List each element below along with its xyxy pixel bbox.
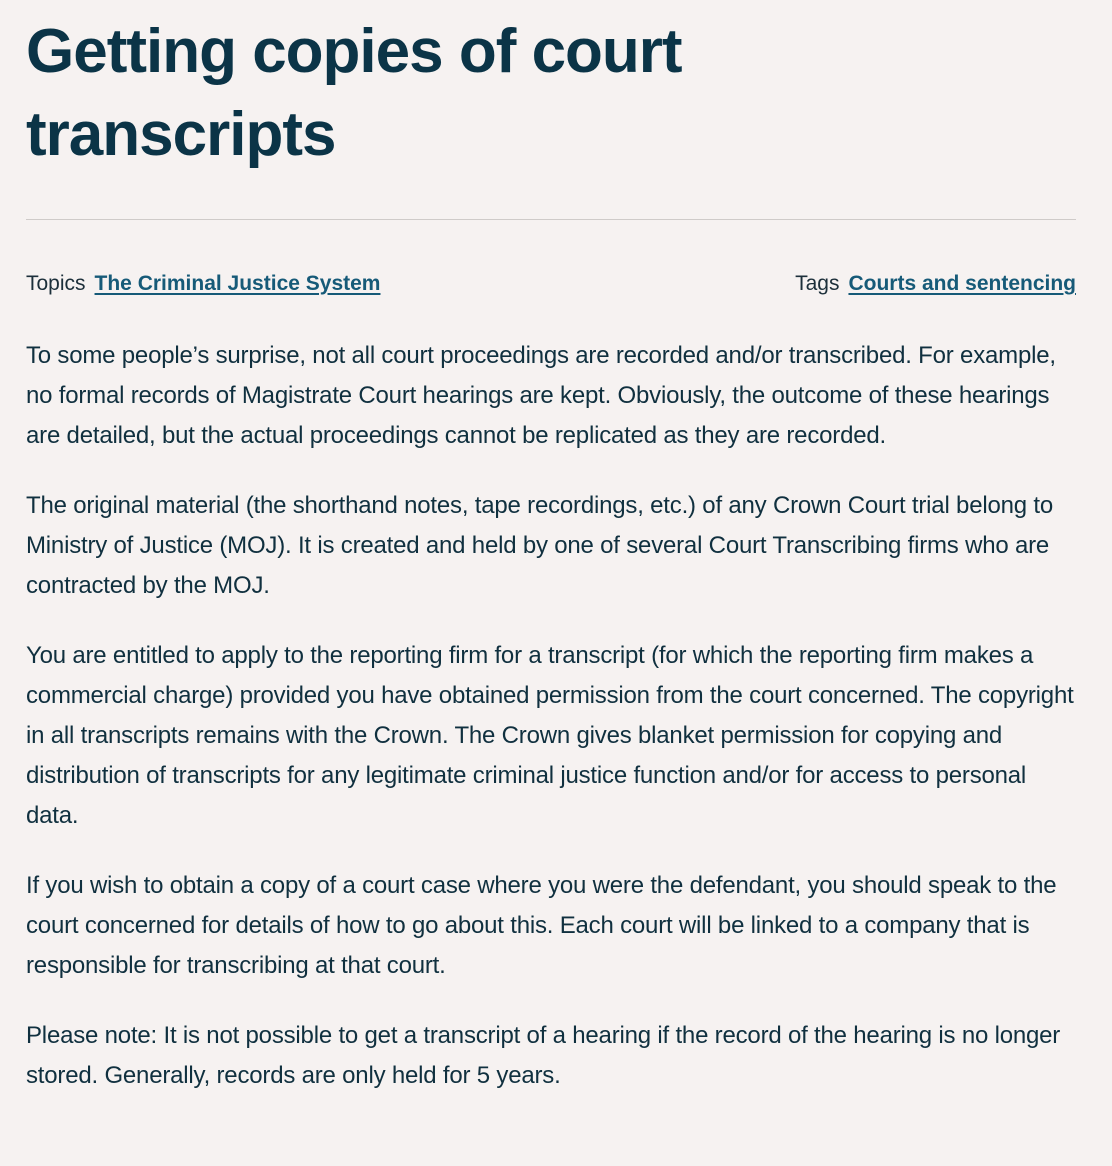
body-paragraph-5: Please note: It is not possible to get a transcript of a hearing if the record of the hearing is no longer stored. Generally, records are only held for 5 years. (26, 1022, 1061, 1089)
tag-link-courts-and-sentencing[interactable]: Courts and sentencing (848, 272, 1076, 295)
topics-label: Topics (26, 272, 86, 295)
topics-group (26, 270, 380, 298)
topic-link-criminal-justice-system[interactable]: The Criminal Justice System (94, 272, 381, 295)
body-paragraph-3: You are entitled to apply to the reporting firm for a transcript (for which the reporting firm makes a commercial charge) provided you have obtained permission from the court concerned. The copyright in all transcripts remains with the Crown. The Crown gives blanket permission for copying and distribution of transcripts for any legitimate criminal justice function and/or for access to personal data. (26, 642, 1074, 829)
article-meta (26, 270, 1076, 298)
page-title: Getting copies of court transcripts (26, 17, 682, 169)
article-body (26, 336, 1078, 1096)
body-paragraph-4: If you wish to obtain a copy of a court case where you were the defendant, you should speak to the court concerned for details of how to go about this. Each court will be linked to a company that is responsible for transcribing at that court. (26, 872, 1057, 979)
tags-group (795, 270, 1076, 298)
body-paragraph-1: To some people’s surprise, not all court proceedings are recorded and/or transcribed. For example, no formal records of Magistrate Court hearings are kept. Obviously, the outcome of these hearings are detailed, but the actual proceedings cannot be replicated as they are recorded. (26, 342, 1056, 449)
tags-label: Tags (795, 272, 840, 295)
body-paragraph-2: The original material (the shorthand notes, tape recordings, etc.) of any Crown Court trial belong to Ministry of Justice (MOJ). It is created and held by one of several Court Transcribing firms who are contracted by the MOJ. (26, 492, 1054, 599)
title-divider (26, 219, 1076, 220)
